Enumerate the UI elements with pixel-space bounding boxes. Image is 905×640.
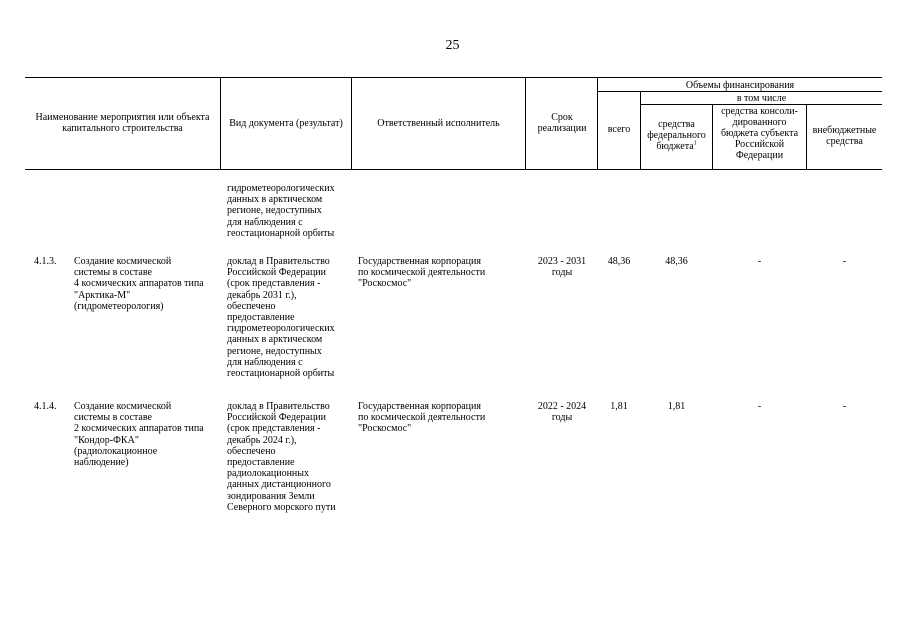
header-funding: Объемы финансирования bbox=[685, 80, 795, 91]
footnote-marker: 1 bbox=[693, 140, 697, 147]
row-executor: Государственная корпорация по космической деятельности "Роскосмос" bbox=[358, 256, 486, 290]
row-federal: 48,36 bbox=[665, 256, 688, 267]
row-executor: Государственная корпорация по космической деятельности "Роскосмос" bbox=[358, 401, 486, 435]
row-regional: - bbox=[757, 401, 762, 412]
header-total: всего bbox=[607, 124, 631, 135]
header-bottom-border bbox=[25, 169, 882, 170]
header-name: Наименование мероприятия или объекта капитального строительства bbox=[35, 112, 210, 134]
continuation-doc: гидрометеорологических данных в арктическом регионе, недоступных для наблюдения с геостационарной орбиты bbox=[227, 183, 335, 239]
row-extrabudget: - bbox=[842, 256, 847, 267]
header-federal bbox=[641, 119, 712, 152]
row-total: 48,36 bbox=[607, 256, 631, 267]
row-doc: доклад в Правительство Российской Федерации (срок представления - декабрь 2031 г.), обеспечено предоставление гидрометеорологических данных в арктическом регионе, недоступных для наблюдения с геостационарной орбиты bbox=[227, 256, 335, 380]
header-col-divider bbox=[525, 77, 526, 169]
header-including: в том числе bbox=[736, 93, 787, 104]
header-term: Срок реализации bbox=[537, 112, 587, 134]
row-name: Создание космической системы в составе 4 космических аппаратов типа "Арктика-М" (гидрометеорология) bbox=[74, 256, 204, 312]
row-term: 2022 - 2024 годы bbox=[537, 401, 587, 424]
header-including-divider bbox=[640, 104, 882, 105]
row-extrabudget: - bbox=[842, 401, 847, 412]
header-top-border bbox=[25, 77, 882, 78]
row-doc: доклад в Правительство Российской Федерации (срок представления - декабрь 2024 г.), обеспечено предоставление радиолокационных данных дистанционного зондирования Земли Северного морского пути bbox=[227, 401, 336, 513]
header-executor: Ответственный исполнитель bbox=[377, 118, 500, 129]
row-number: 4.1.4. bbox=[34, 401, 57, 412]
row-total: 1,81 bbox=[610, 401, 628, 412]
header-doc-type: Вид документа (результат) bbox=[229, 118, 343, 129]
row-federal: 1,81 bbox=[667, 401, 686, 412]
header-regional: средства консоли-дированного бюджета субъекта Российской Федерации bbox=[720, 106, 799, 161]
row-number: 4.1.3. bbox=[34, 256, 57, 267]
header-extrabudget: внебюджетные средства bbox=[812, 125, 877, 147]
row-term: 2023 - 2031 годы bbox=[537, 256, 587, 279]
header-federal-label: средства федерального бюджета bbox=[647, 119, 706, 152]
page-number: 25 bbox=[445, 38, 460, 53]
row-name: Создание космической системы в составе 2 космических аппаратов типа "Кондор-ФКА" (радиолокационное наблюдение) bbox=[74, 401, 204, 469]
row-regional: - bbox=[757, 256, 762, 267]
